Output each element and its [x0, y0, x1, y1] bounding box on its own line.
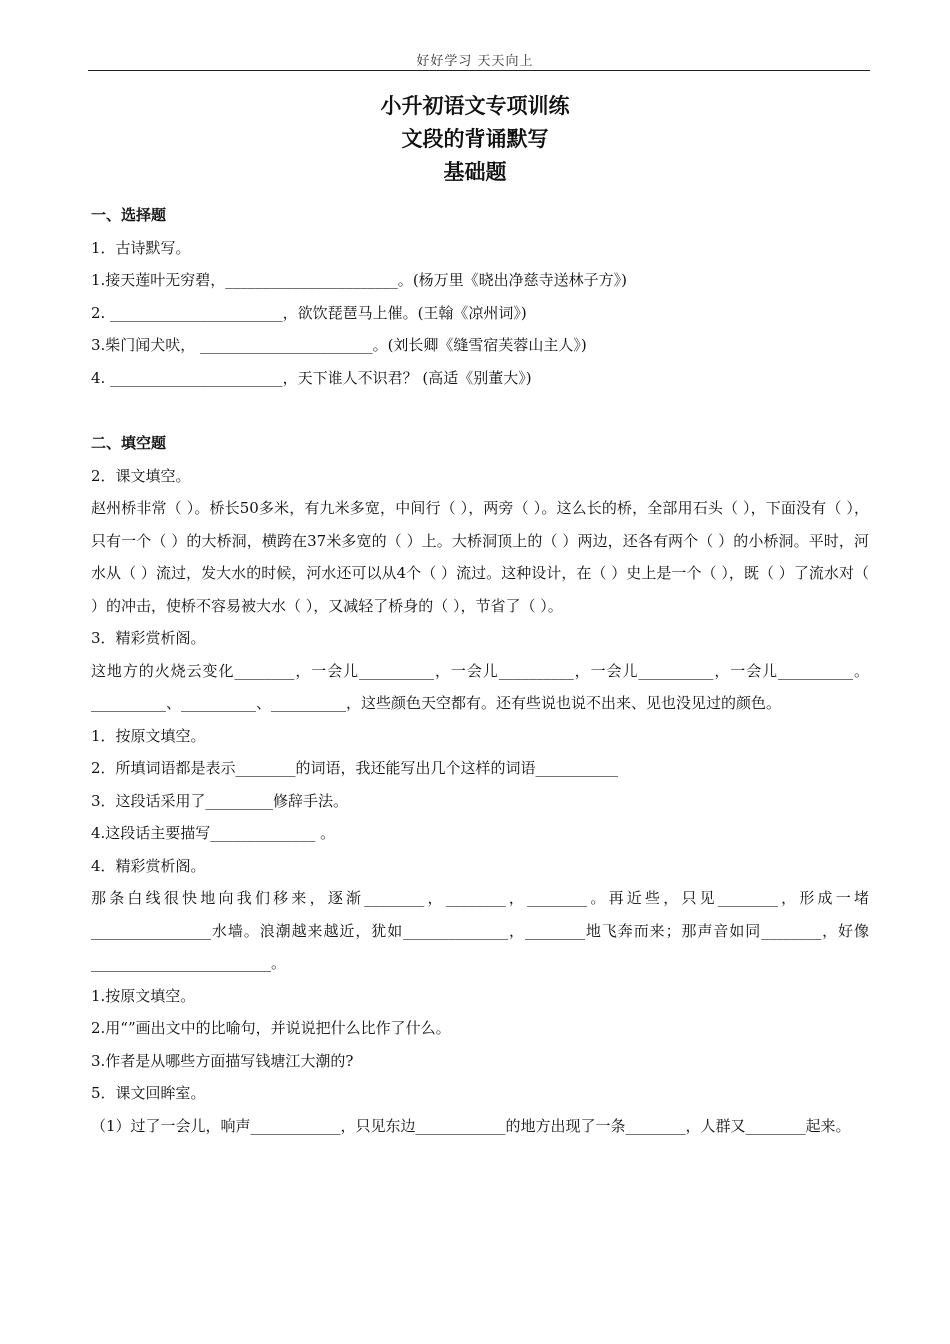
section-heading-fill: 二、填空题	[91, 434, 167, 452]
level-title: 基础题	[443, 160, 507, 184]
poem-item-3: 3.柴门闻犬吠， _______________________。(刘长卿《缝雪宿芙蓉山主人》)	[91, 336, 587, 354]
question-5-paragraph: （1）过了一会儿，响声____________，只见东边____________的地方出现了一条________，人群又________起来。	[91, 1116, 851, 1135]
sub-title: 文段的背诵默写	[401, 127, 549, 151]
poem-item-4: 4. _______________________，天下谁人不识君？ (高适《别董大》)	[91, 368, 532, 387]
question-3-sub-2: 2．所填词语都是表示________的词语，我还能写出几个这样的词语___________	[91, 759, 619, 777]
main-title: 小升初语文专项训练	[380, 94, 570, 118]
question-2-title: 2．课文填空。	[91, 466, 191, 485]
question-4-title: 4．精彩赏析阁。	[91, 856, 206, 875]
section-spacer	[91, 394, 869, 427]
question-2-paragraph: 赵州桥非常（ ）。桥长50多米，有九米多宽，中间行（ ），两旁（ ）。这么长的桥，全部用石头（ ），下面没有（ ），只有一个（ ）的大桥洞，横跨在37米多宽的（ ）上。大桥洞顶上的（ ）两边，还各有两个（ ）的小桥洞。平时，河水从（ ）流过，发大水的时候，河水还可以从4个（ ）流过。这种设计，在（ ）史上是一个（ ），既（ ）了流水对（ ）的冲击，使桥不容易被大水（ ），又减轻了桥身的（ ），节省了（ ）。	[91, 499, 869, 615]
question-3-paragraph: 这地方的火烧云变化________，一会儿__________，一会儿__________，一会儿__________，一会儿__________。__________、__________、__________，这些颜色天空都有。还有些说也说不出来、见也没见过的颜色。	[91, 661, 869, 712]
question-3-sub-3: 3．这段话采用了_________修辞手法。	[91, 791, 349, 810]
header-divider	[88, 70, 870, 71]
question-4-sub-3: 3.作者是从哪些方面描写钱塘江大潮的?	[91, 1051, 354, 1070]
worksheet-body	[91, 199, 869, 1142]
poem-item-2: 2. _______________________，欲饮琵琶马上催。(王翰《凉州词》)	[91, 303, 527, 322]
page-header: 好好学习 天天向上	[416, 54, 534, 69]
question-4-paragraph: 那条白线很快地向我们移来，逐渐________，________，________。再近些，只见________，形成一堵________________水墙。浪潮越来越近，犹如______________，________地飞奔而来；那声音如同________，好像________________________。	[91, 889, 869, 972]
question-3-sub-1: 1．按原文填空。	[91, 726, 206, 745]
section-heading-choice: 一、选择题	[91, 206, 167, 224]
question-4-sub-2: 2.用“”画出文中的比喻句，并说说把什么比作了什么。	[91, 1019, 451, 1037]
question-3-sub-4: 4.这段话主要描写______________ 。	[91, 824, 336, 842]
question-4-sub-1: 1.按原文填空。	[91, 986, 196, 1005]
title-block	[0, 90, 950, 189]
question-5-title: 5．课文回眸室。	[91, 1084, 206, 1102]
poem-item-1: 1.接天莲叶无穷碧，_______________________。(杨万里《晓出净慈寺送林子方》)	[91, 271, 628, 289]
question-3-title: 3．精彩赏析阁。	[91, 629, 206, 647]
question-1-title: 1．古诗默写。	[91, 238, 191, 257]
